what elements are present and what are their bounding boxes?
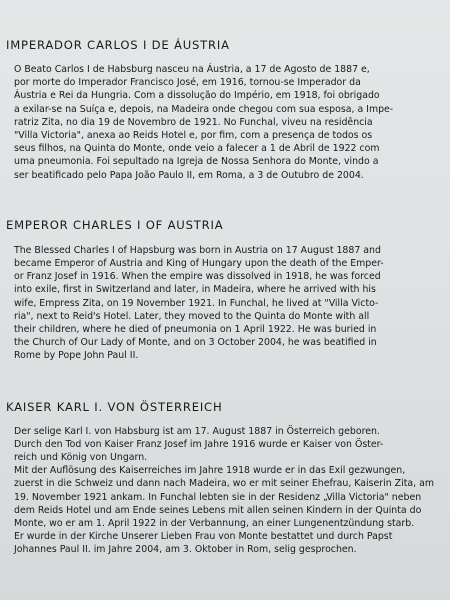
text-line: reich und König von Ungarn. — [14, 452, 148, 464]
section-body-portuguese — [14, 63, 440, 182]
text-line: 19. November 1921 ankam. In Funchal lebten sie in der Residenz „Villa Victoria" neben — [14, 491, 422, 503]
text-line: O Beato Carlos I de Habsburg nasceu na Áustria, a 17 de Agosto de 1887 e, — [14, 64, 370, 75]
text-line: wife, Empress Zita, on 19 November 1921. In Funchal, he lived at "Villa Victo- — [14, 297, 379, 309]
text-line: zuerst in die Schweiz und dann nach Madeira, wo er mit seiner Ehefrau, Kaiserin Zita, am — [14, 478, 434, 490]
text-line: ser beatificado pelo Papa João Paulo II, em Roma, a 3 de Outubro de 2004. — [14, 169, 364, 181]
section-body-english — [14, 244, 440, 363]
text-line: became Emperor of Austria and King of Hungary upon the death of the Emper- — [14, 258, 384, 270]
text-line: por morte do Imperador Francisco José, em 1916, tornou-se Imperador da — [14, 77, 361, 89]
text-line: "Villa Victoria", anexa ao Reids Hotel e, por fim, com a presença de todos os — [14, 130, 373, 142]
text-line: Áustria e Rei da Hungria. Com a dissolução do Império, em 1918, foi obrigado — [14, 90, 380, 102]
section-english — [6, 218, 440, 363]
text-line: or Franz Josef in 1916. When the empire was dissolved in 1918, he was forced — [14, 271, 381, 283]
text-line: the Church of Our Lady of Monte, and on 3 October 2004, he was beatified in — [14, 337, 377, 349]
text-line: into exile, first in Switzerland and later, in Madeira, where he arrived with his — [14, 284, 376, 296]
section-german — [6, 400, 440, 557]
section-body-german-paragraph-1 — [14, 425, 440, 465]
text-line: uma pneumonia. Foi sepultado na Igreja de Nossa Senhora do Monte, vindo a — [14, 156, 379, 168]
section-title-english: EMPEROR CHARLES I OF AUSTRIA — [6, 217, 224, 232]
text-line: Johannes Paul II. im Jahre 2004, am 3. Oktober in Rom, selig gesprochen. — [14, 544, 357, 556]
text-line: Rome by Pope John Paul II. — [14, 350, 139, 362]
text-line: their children, where he died of pneumonia on 1 April 1922. He was buried in — [14, 324, 377, 336]
text-line: dem Reids Hotel und am Ende seines Lebens mit allen seinen Kindern in der Quinta do — [14, 504, 422, 516]
section-title-portuguese: IMPERADOR CARLOS I DE ÁUSTRIA — [6, 38, 230, 52]
text-line: ratriz Zita, no dia 19 de Novembro de 1921. No Funchal, viveu na residência — [14, 116, 373, 128]
text-line: Der selige Karl I. von Habsburg ist am 17. August 1887 in Österreich geboren. — [14, 425, 380, 437]
text-line: Monte, wo er am 1. April 1922 in der Verbannung, an einer Lungenentzündung starb. — [14, 518, 415, 530]
text-line: Mit der Auflösung des Kaiserreiches im Jahre 1918 wurde er in das Exil gezwungen, — [14, 465, 406, 477]
section-portuguese — [6, 38, 440, 182]
text-line: The Blessed Charles I of Hapsburg was born in Austria on 17 August 1887 and — [14, 244, 381, 256]
text-line: ria", next to Reid's Hotel. Later, they moved to the Quinta do Monte with all — [14, 310, 370, 322]
section-title-german: KAISER KARL I. VON ÖSTERREICH — [6, 399, 223, 414]
text-line: seus filhos, na Quinta do Monte, onde veio a falecer a 1 de Abril de 1922 com — [14, 143, 380, 155]
text-line: a exilar-se na Suíça e, depois, na Madeira onde chegou com sua esposa, a Impe- — [14, 103, 394, 115]
text-line: Durch den Tod von Kaiser Franz Josef im Jahre 1916 wurde er Kaiser von Öster- — [14, 438, 384, 450]
section-body-german-paragraph-2 — [14, 464, 440, 556]
text-line: Er wurde in der Kirche Unserer Lieben Frau von Monte bestattet und durch Papst — [14, 531, 393, 543]
